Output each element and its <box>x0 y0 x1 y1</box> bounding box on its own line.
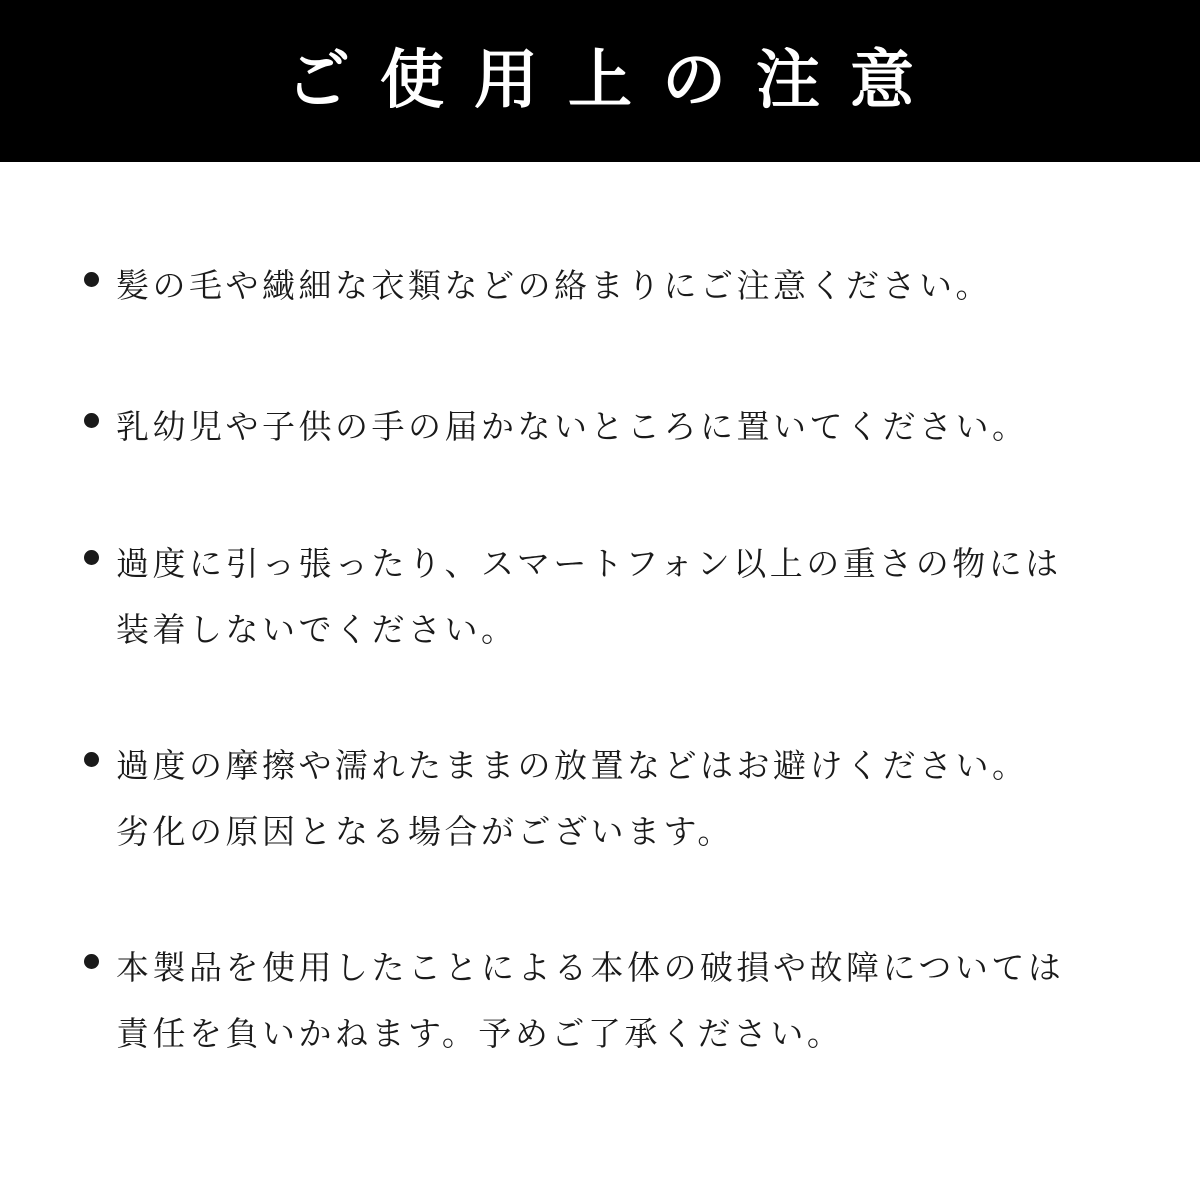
caution-text: 過度に引っ張ったり、スマートフォン以上の重さの物には <box>116 544 1062 583</box>
caution-text: 本製品を使用したことによる本体の破損や故障については <box>116 948 1065 987</box>
bullet-dot-icon <box>84 954 99 969</box>
caution-item <box>84 935 1164 1067</box>
caution-text-continued: 責任を負いかねます。予めご了承ください。 <box>116 1014 844 1053</box>
page-title: ご使用上の注意 <box>286 44 944 118</box>
caution-item <box>84 531 1164 663</box>
caution-item <box>84 253 1164 319</box>
caution-text-continued: 劣化の原因となる場合がございます。 <box>116 812 734 851</box>
bullet-dot-icon <box>84 413 99 428</box>
caution-text-continued: 装着しないでください。 <box>116 610 518 649</box>
caution-text: 髪の毛や繊細な衣類などの絡まりにご注意ください。 <box>116 266 992 305</box>
caution-item <box>84 394 1164 460</box>
caution-text: 乳幼児や子供の手の届かないところに置いてください。 <box>116 407 1029 446</box>
bullet-dot-icon <box>84 752 99 767</box>
caution-text: 過度の摩擦や濡れたままの放置などはお避けください。 <box>116 746 1029 785</box>
caution-item <box>84 733 1164 865</box>
bullet-dot-icon <box>84 550 99 565</box>
bullet-dot-icon <box>84 272 99 287</box>
